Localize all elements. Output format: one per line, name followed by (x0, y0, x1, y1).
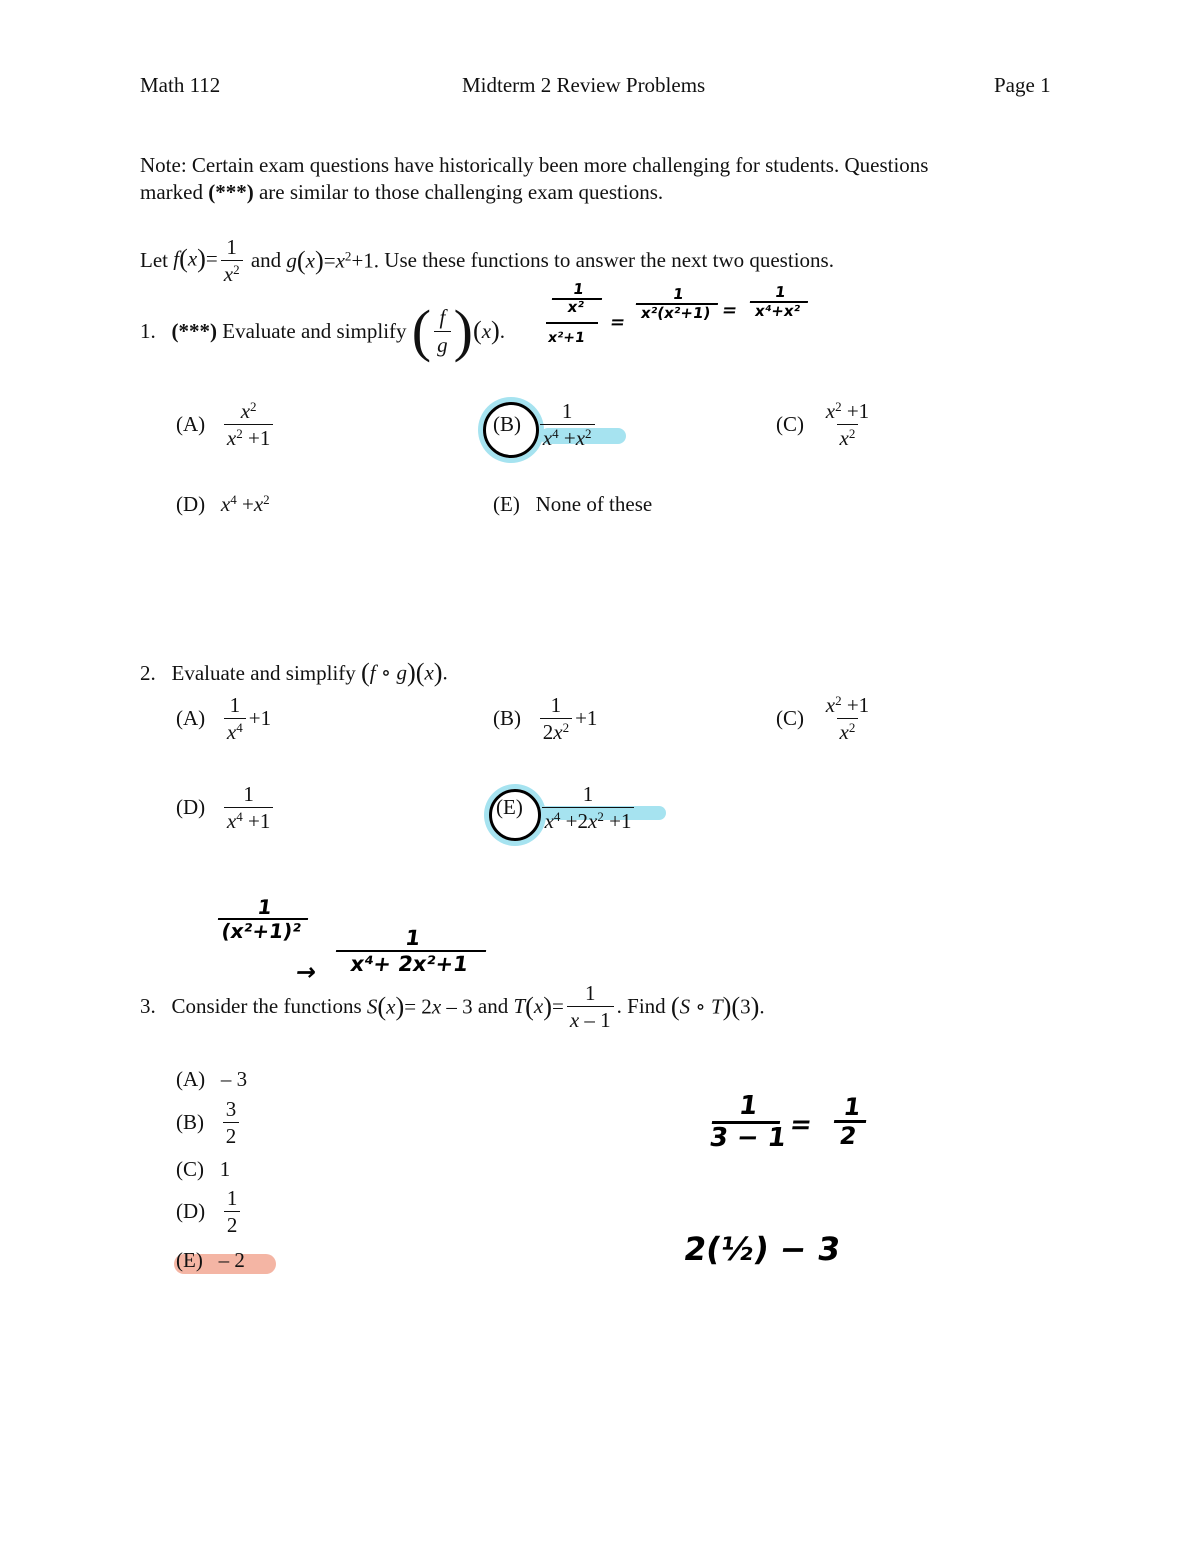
q1-choice-b: (B) $\frac{1}{x^4 +x^2}$ (493, 400, 598, 449)
q1-work-eq1: = (608, 312, 627, 333)
q3-choice-d: (D) $\frac{1}{2}$ (176, 1187, 243, 1236)
q1-choice-e: (E) None of these (493, 492, 653, 516)
q2-choice-e: (E) $\frac{1}{x^4 +2x^2 +1}$ (496, 783, 637, 832)
q3-choice-e: (E) – 2 (176, 1248, 245, 1272)
q2-work-1: 1 (x²+1)² (215, 896, 311, 942)
q1-expression: ( $\frac{f}{g}$ ) ( x ) . (411, 298, 506, 363)
q2-work-arrow: → (294, 958, 319, 986)
q3-work-3: 2(½) − 3 (681, 1230, 843, 1268)
f-definition: f(x)= $\frac{1}{x^2}$ (173, 236, 245, 285)
q1-work-bar (546, 322, 598, 324)
q2-expression: (f ∘ g)(x). (361, 658, 448, 687)
q3-work-1: 1 3 − 1 (707, 1091, 789, 1153)
q3-choice-b: (B) $\frac{3}{2}$ (176, 1098, 242, 1147)
s-definition: S(x)= 2x – 3 (366, 991, 473, 1021)
q1-stem: 1. (***) Evaluate and simplify ( $\frac{f}{g}$ ) ( x ) . (140, 298, 506, 363)
note-line-2: marked (***) are similar to those challenging exam questions. (140, 180, 664, 204)
q2-choice-d: (D) $\frac{1}{x^4 +1}$ (176, 783, 276, 832)
q2-work-2: 1 x⁴+ 2x²+1 (332, 926, 489, 976)
q3-choice-a: (A) – 3 (176, 1067, 248, 1091)
q2-choice-b: (B) $\frac{1}{2x^2}$ +1 (493, 693, 598, 745)
q2-choice-a: (A) $\frac{1}{x^4}$ +1 (176, 693, 272, 745)
g-definition: $g(x)=x^2+1$. (286, 245, 380, 275)
q1-work-1: 1 x² (550, 282, 605, 316)
intro-line: Let f(x)= $\frac{1}{x^2}$ and $g(x)=x^2+1$. Use these functions to answer the next two questions. (140, 235, 834, 287)
q1-work-den: x²+1 (546, 330, 586, 346)
q1-choice-d: (D) $x^4 +x^2$ (176, 491, 270, 516)
q2-choice-c: (C) $\frac{x^2 +1}{x^2}$ (776, 692, 870, 745)
q1-work-eq2: = (720, 300, 739, 321)
q1-work-2: 1 x²(x²+1) (634, 286, 721, 321)
q1-choice-c: (C) $\frac{x^2 +1}{x^2}$ (776, 398, 870, 451)
header-page: Page 1 (994, 73, 1051, 97)
q3-stem: 3. Consider the functions S(x)= 2x – 3 and T ( x ) = $\frac{1}{x - 1}$ . Find (S ∘ T)(3). (140, 981, 765, 1033)
q1-choice-a: (A) $\frac{x^2}{x^2 +1}$ (176, 400, 276, 449)
note-line-1: Note: Certain exam questions have historically been more challenging for students. Questions (140, 153, 929, 177)
q3-work-eq: = (787, 1110, 814, 1140)
q3-work-2: 1 2 (830, 1094, 870, 1150)
q2-stem: 2. Evaluate and simplify (f ∘ g)(x). (140, 658, 448, 687)
t-definition: T ( x ) = $\frac{1}{x - 1}$ . (513, 981, 622, 1033)
header-title: Midterm 2 Review Problems (462, 73, 706, 97)
header-course: Math 112 (140, 73, 221, 97)
q1-work-3: 1 x⁴+x² (748, 284, 811, 319)
q3-expression: (S ∘ T)(3). (670, 991, 765, 1021)
q3-choice-c: (C) 1 (176, 1157, 231, 1181)
